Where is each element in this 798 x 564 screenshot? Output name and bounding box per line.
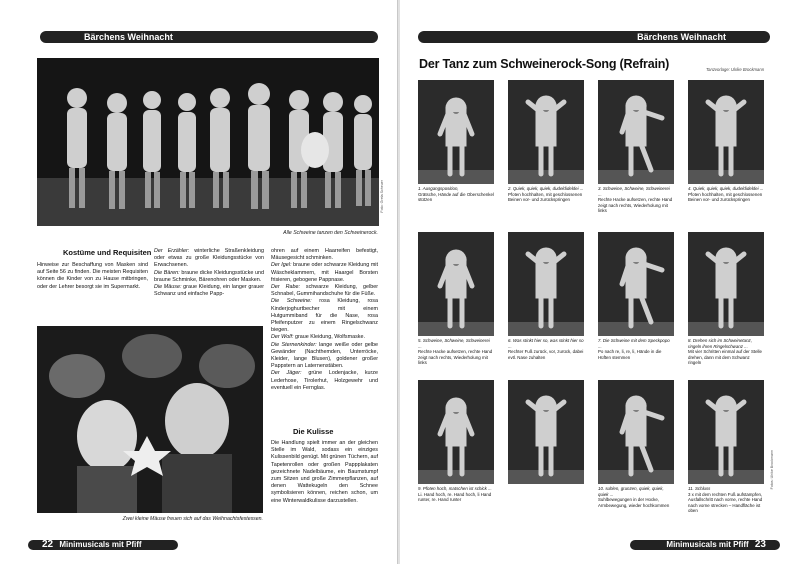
costume-pigs: Die Schweine: rosa Kleidung, rosa Kinderjoghurtbecher mit einem Hutgummiband für die Nase, rosa Pfeifenputzer zu einem Ringelschwanz biegen. — [271, 298, 378, 334]
photo-two-mice — [37, 326, 263, 513]
dance-step-photo — [508, 232, 584, 336]
dance-step-instruction: Pfoten hochhalten, mit geschlossenen Beinen vor- und zurückspringen — [688, 191, 763, 203]
dance-step-lyric: 4. Quiek, quiek, quiek, dudeldideldei ... — [688, 186, 764, 191]
dance-step-photo — [598, 380, 674, 484]
costume-star-children: Die Sternenkinder: lange weiße oder gelbe Gewänder (Nachthemden, Unterröcke, Kleider, lange Blusen), goldener großer Pappstern an Laternenstäben. — [271, 341, 378, 370]
dance-step-photo — [418, 380, 494, 484]
footer-left — [28, 540, 178, 550]
photo-caption-mice: Zwei kleine Mäuse freuen sich auf das Weihnachtsfestessen. — [122, 516, 263, 522]
dance-step-10 — [508, 380, 584, 492]
costume-mice-cont: ohren auf einem Haarreifen befestigt, Mäusegesicht schminken. — [271, 248, 378, 262]
dance-step-text — [508, 186, 584, 203]
dance-step-lyric: 6. Was stinkt hier so, was stinkt hier so ... — [508, 338, 584, 349]
dance-step-text — [598, 338, 674, 360]
header-banner-right — [418, 31, 770, 43]
dance-step-photo — [688, 380, 764, 484]
dance-step-instruction: Po nach re, li, re, li, Hände in die Hüften stemmen — [598, 349, 662, 360]
costume-hunter: Der Jäger: grüne Lodenjacke, kurze Lederhose, Tirolerhut, Holzgewehr und eventuell ein Fernglas. — [271, 370, 378, 391]
header-banner-left — [40, 31, 378, 43]
kulisse-paragraph: Die Handlung spielt immer an der gleichen Stelle im Wald, sodass ein einziges Kulissenbild genügt. Mit grünen Tüchern, auf Tapetenrollen oder großen Pappplakaten gezeichnete Nadelbäume, ein Baumstumpf zum Sitzen und große Zimmerpflanzen, auf denen Wattekugeln den Schnee symbolisieren können, reichen schon, um eine Winterwaldkulisse darzustellen. — [271, 440, 378, 504]
costume-hedgehog: Der Igel: braune oder schwarze Kleidung mit Wäscheklammern, mit Haargel Borsten frisieren, gebogene Pappnase. — [271, 262, 379, 283]
dance-step-instruction: Mit vier Schritten einmal auf der Stelle drehen, dann mit dem Schwanz ringeln — [688, 349, 762, 366]
dance-step-photo — [508, 380, 584, 484]
costume-bears: Die Bären: braune dicke Kleidungsstücke und braune Schminke, Bärenohren oder Masken. — [154, 269, 264, 283]
dance-step-photo — [418, 80, 494, 184]
dance-step-lyric: 7. Die Schweine mit dem Speckpopo ... — [598, 338, 670, 349]
page-number-left: 22 — [42, 539, 54, 550]
photo-credit-right: Fotos: Ulrike Brockmann — [770, 450, 774, 490]
running-header-right: Bärchens Weihnacht — [637, 32, 726, 42]
dance-step-lyric: 9. Pfoten hoch, matschen ist schick ... — [418, 486, 492, 491]
heading-kulisse: Die Kulisse — [293, 427, 334, 436]
intro-paragraph: Hinweise zur Beschaffung von Masken sind auf Seite 56 zu finden. Die meisten Requisiten können die Kinder von zu Hause mitbringen, oder der Lehrer besorgt sie im Supermarkt. — [37, 262, 148, 290]
dance-step-instruction: Pfoten hochhalten, mit geschlossenen Beinen vor- und zurückspringen — [508, 191, 583, 203]
dance-step-2 — [508, 80, 584, 203]
photo-credit-left: Foto: Greta Scheuer — [380, 180, 384, 213]
footer-right — [630, 540, 780, 550]
dance-step-text — [508, 486, 584, 492]
dance-step-text — [598, 186, 674, 214]
left-page — [0, 0, 398, 564]
dance-step-4 — [688, 80, 764, 203]
photo-caption-pigs: Alle Schweine tanzen den Schweinerock. — [283, 230, 378, 236]
dance-step-text — [688, 186, 764, 203]
dance-step-instruction: Rechter Fuß zurück, vor, zurück, dabei evtl. Nase zuhalten — [508, 349, 584, 360]
dance-step-photo — [598, 232, 674, 336]
dance-step-text — [688, 486, 764, 514]
dance-step-lyric: 10. suhlen, grunzen, quiek, quiek, quiek ... — [598, 486, 664, 497]
dance-step-instruction: Rechte Hacke aufsetzen, rechte Hand zeigt nach rechts, Wiederholung mit links — [418, 349, 493, 366]
dance-step-lyric: 5. Schweine, Schweine, Schweinerei ... — [418, 338, 490, 349]
dance-step-text — [418, 486, 494, 503]
dance-step-7 — [598, 232, 674, 360]
dance-step-instruction: 3 x mit dem rechten Fuß aufstampfen, Ausfallschritt nach vorne, rechte Hand nach vorne strecken – Handfläche ist oben — [688, 491, 763, 514]
dance-step-1 — [418, 80, 494, 203]
dance-step-instruction: Rechte Hacke aufsetzen, rechte Hand zeigt nach rechts, Wiederholung mit links — [598, 197, 673, 214]
dance-step-5 — [418, 232, 494, 366]
costume-raven: Der Rabe: schwarze Kleidung, gelber Schnabel, Gummihandschuhe für die Füße. — [271, 284, 378, 298]
dance-title: Der Tanz zum Schweinerock-Song (Refrain) — [419, 57, 670, 71]
dance-step-instruction: Grätsche, Hände auf die Oberschenkel stützen — [418, 191, 494, 203]
dance-step-lyric: 1. Ausgangsposition, — [418, 186, 459, 191]
dance-step-instruction: Li. Hand hoch, re. Hand hoch, li Hand runter, re. Hand runter — [418, 491, 492, 503]
costumes-column-2 — [154, 248, 264, 298]
dance-step-12 — [688, 380, 764, 514]
dance-step-3 — [598, 80, 674, 214]
dance-step-text — [418, 338, 494, 366]
footer-label-left: Minimusicals mit Pfiff — [59, 540, 142, 549]
dance-step-text — [418, 186, 494, 203]
dance-source: Tanzvorlage: Ulrike Brockmann — [706, 67, 765, 72]
dance-step-photo — [508, 80, 584, 184]
dance-step-text — [688, 338, 764, 366]
dance-step-text — [508, 338, 584, 360]
dance-step-photo — [418, 232, 494, 336]
footer-label-right: Minimusicals mit Pfiff — [666, 540, 749, 549]
dance-step-6 — [508, 232, 584, 360]
dance-step-photo — [688, 232, 764, 336]
costumes-column-3 — [271, 248, 378, 392]
dance-step-instruction: Suhlbewegungen in der Hocke, Armbewegung, wieder hochkommen — [598, 497, 670, 508]
costume-wolf: Der Wolf: graue Kleidung, Wolfsmaske. — [271, 334, 365, 341]
dance-step-9 — [418, 380, 494, 503]
page-number-right: 23 — [754, 539, 766, 550]
running-header: Bärchens Weihnacht — [84, 32, 173, 42]
dance-step-11 — [598, 380, 674, 508]
dance-step-text — [598, 486, 674, 508]
dance-step-photo — [688, 80, 764, 184]
dance-step-lyric: 3. Schweine, Schweine, Schweinerei ... — [598, 186, 670, 197]
dance-step-lyric: 11. Schluss — [688, 486, 711, 491]
costume-mice: Die Mäuse: graue Kleidung, ein langer grauer Schwanz und einfache Papp- — [154, 284, 264, 298]
dance-step-lyric: 8. Drehen sich im Schweinetanz, ringeln ihren Ringelschwanz ... — [688, 338, 752, 349]
dance-step-lyric: 2. Quiek, quiek, quiek, dudeldideldei ... — [508, 186, 584, 191]
group-photo-pigs — [37, 58, 379, 226]
dance-step-photo — [598, 80, 674, 184]
heading-kostueme: Kostüme und Requisiten — [63, 248, 152, 257]
dance-step-8 — [688, 232, 764, 366]
costume-narrator: Der Erzähler: winterliche Straßenkleidung oder etwas zu große Kleidungsstücke von Erwachsenen. — [154, 248, 264, 269]
